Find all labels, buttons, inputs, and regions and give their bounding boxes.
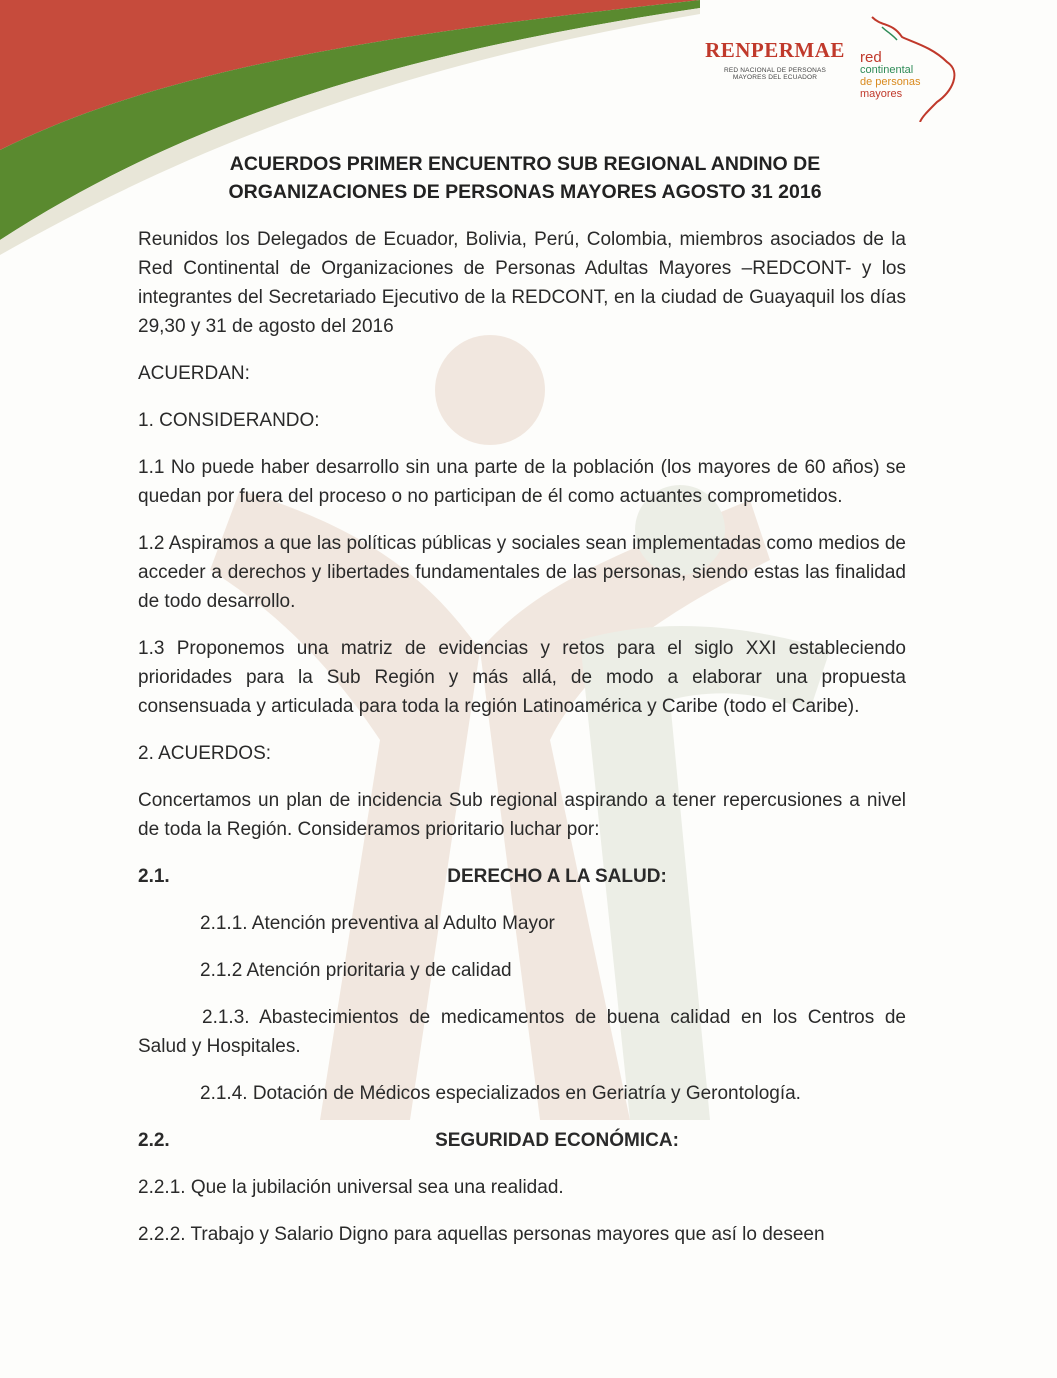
paragraph-1-3: 1.3 Proponemos una matriz de evidencias y retos para el siglo XXI estableciendo prioridades para la Sub Región y más allá, de modo a elaborar una propuesta consensuada y articulada para toda la región Latinoamérica y Caribe (todo el Caribe). xyxy=(138,638,906,717)
item-2-2-1: 2.2.1. Que la jubilación universal sea una realidad. xyxy=(138,1177,564,1198)
item-2-1-3: 2.1.3. Abastecimientos de medicamentos de buena calidad en los Centros de Salud y Hospitales. xyxy=(138,1007,906,1057)
intro-paragraph: Reunidos los Delegados de Ecuador, Bolivia, Perú, Colombia, miembros asociados de la Red Continental de Organizaciones de Personas Adultas Mayores –REDCONT- y los integrantes del Secretariado Ejecutivo de la REDCONT, en la ciudad de Guayaquil los días 29,30 y 31 de agosto del 2016 xyxy=(138,229,906,337)
paragraph-1-2: 1.2 Aspiramos a que las políticas públicas y sociales sean implementadas como medios de acceder a derechos y libertades fundamentales de las personas, siendo estas las finalidad de todo desarrollo. xyxy=(138,533,906,612)
red-logo-line-4: mayores xyxy=(860,88,903,100)
section-2-2-heading xyxy=(138,1126,906,1155)
decorative-corner-swoosh xyxy=(0,0,700,260)
document-title xyxy=(140,150,910,206)
item-2-1-4: 2.1.4. Dotación de Médicos especializados en Geriatría y Gerontología. xyxy=(200,1083,801,1104)
section-2-1-title: DERECHO A LA SALUD: xyxy=(447,866,667,887)
red-logo-line-1: red xyxy=(860,49,882,66)
renpermae-tagline-1: RED NACIONAL DE PERSONAS xyxy=(723,67,827,74)
item-2-1-2: 2.1.2 Atención prioritaria y de calidad xyxy=(200,960,512,981)
section-2-2-title: SEGURIDAD ECONÓMICA: xyxy=(435,1130,679,1151)
renpermae-logo xyxy=(700,38,850,81)
item-2-1-1: 2.1.1. Atención preventiva al Adulto Mayor xyxy=(200,913,555,934)
item-2-2-2: 2.2.2. Trabajo y Salario Digno para aquellas personas mayores que así lo deseen xyxy=(138,1224,825,1245)
paragraph-2-intro: Concertamos un plan de incidencia Sub regional aspirando a tener repercusiones a nivel de toda la Región. Consideramos prioritario luchar por: xyxy=(138,790,906,840)
document-body xyxy=(138,225,906,1249)
section-2-1-heading xyxy=(138,862,906,891)
section-2-2-number: 2.2. xyxy=(138,1130,170,1151)
renpermae-tagline-2: MAYORES DEL ECUADOR xyxy=(732,74,818,81)
red-logo-line-3: de personas xyxy=(860,76,921,88)
title-line-1: ACUERDOS PRIMER ENCUENTRO SUB REGIONAL ANDINO DE xyxy=(229,153,821,175)
section-2-1-number: 2.1. xyxy=(138,866,170,887)
acuerdan-heading: ACUERDAN: xyxy=(138,363,250,384)
red-continental-logo xyxy=(852,12,972,122)
renpermae-brand: RENPERMAE xyxy=(705,38,845,62)
section-2-heading: 2. ACUERDOS: xyxy=(138,743,272,764)
title-line-2: ORGANIZACIONES DE PERSONAS MAYORES AGOSTO 31 2016 xyxy=(228,181,822,203)
paragraph-1-1: 1.1 No puede haber desarrollo sin una parte de la población (los mayores de 60 años) se quedan por fuera del proceso o no participan de él como actuantes comprometidos. xyxy=(138,457,906,507)
section-1-heading: 1. CONSIDERANDO: xyxy=(138,410,320,431)
red-logo-line-2: continental xyxy=(860,64,914,76)
